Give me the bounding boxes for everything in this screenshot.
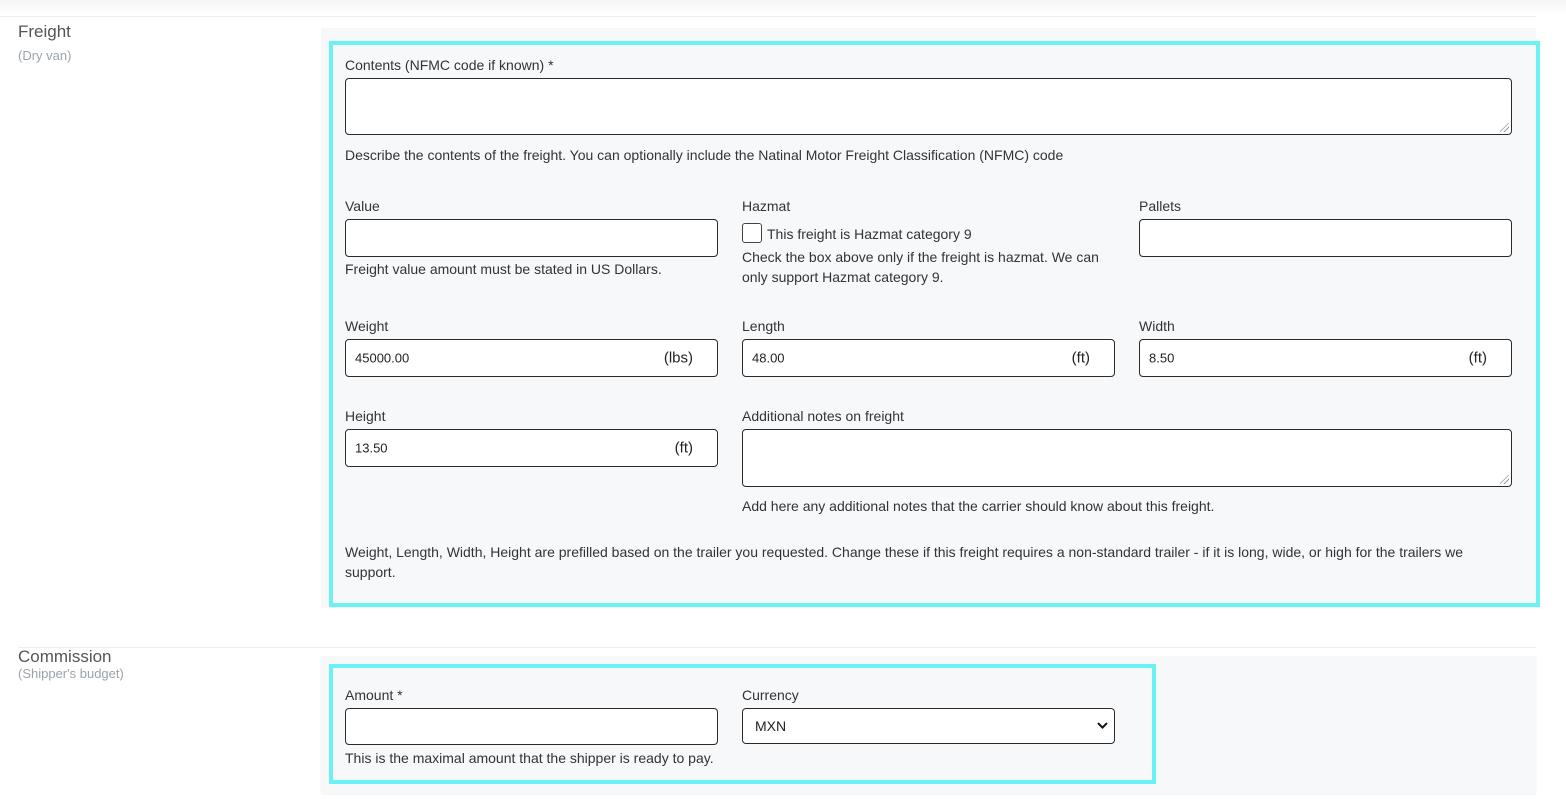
- resize-grip-icon[interactable]: [1500, 123, 1509, 132]
- hazmat-checkbox[interactable]: [742, 223, 762, 243]
- length-input-text: 48.00: [752, 350, 785, 366]
- dimensions-help: Weight, Length, Width, Height are prefilled based on the trailer you requested. Change these if this freight requires a non-standard trailer - if it is long, wide, or high for the trailers we support.: [345, 544, 1464, 580]
- hazmat-checkbox-label[interactable]: This freight is Hazmat category 9: [767, 226, 972, 242]
- notes-textarea[interactable]: [742, 429, 1512, 487]
- freight-section-subtitle: (Dry van): [18, 48, 72, 63]
- section-divider: [18, 647, 1536, 648]
- contents-textarea[interactable]: [345, 78, 1512, 135]
- currency-selected-value: MXN: [755, 718, 787, 734]
- amount-help: This is the maximal amount that the shipper is ready to pay.: [345, 750, 714, 766]
- pallets-input[interactable]: [1139, 219, 1512, 257]
- weight-input[interactable]: [345, 339, 718, 377]
- notes-label: Additional notes on freight: [742, 408, 904, 424]
- commission-section-title: Commission: [18, 647, 112, 666]
- chevron-down-icon: [1097, 722, 1108, 730]
- weight-input-text: 45000.00: [355, 350, 410, 366]
- contents-label: Contents (NFMC code if known) *: [345, 57, 554, 73]
- value-help: Freight value amount must be stated in US Dollars.: [345, 261, 662, 277]
- length-input[interactable]: [742, 339, 1115, 377]
- width-label: Width: [1139, 318, 1175, 334]
- length-label: Length: [742, 318, 785, 334]
- height-label: Height: [345, 408, 386, 424]
- amount-label: Amount *: [345, 687, 403, 703]
- weight-unit: (lbs): [663, 349, 693, 367]
- hazmat-help: Check the box above only if the freight is hazmat. We can only support Hazmat category 9.: [742, 249, 1099, 285]
- weight-label: Weight: [345, 318, 389, 334]
- height-input[interactable]: [345, 429, 718, 467]
- width-unit: (ft): [1468, 349, 1487, 367]
- width-input-text: 8.50: [1149, 350, 1175, 366]
- freight-section-title: Freight: [18, 22, 71, 41]
- pallets-label: Pallets: [1139, 198, 1182, 214]
- commission-section-subtitle: (Shipper's budget): [18, 666, 124, 681]
- value-input[interactable]: [345, 219, 718, 257]
- width-input[interactable]: [1139, 339, 1512, 377]
- currency-label: Currency: [742, 687, 799, 703]
- hazmat-label: Hazmat: [742, 198, 791, 214]
- height-unit: (ft): [674, 439, 693, 457]
- top-divider: [0, 0, 1566, 16]
- currency-select[interactable]: [742, 708, 1115, 744]
- amount-input[interactable]: [345, 708, 718, 745]
- length-unit: (ft): [1071, 349, 1090, 367]
- notes-help: Add here any additional notes that the carrier should know about this freight.: [742, 498, 1215, 514]
- height-input-text: 13.50: [355, 440, 388, 456]
- value-label: Value: [345, 198, 380, 214]
- resize-grip-icon[interactable]: [1500, 475, 1509, 484]
- contents-help: Describe the contents of the freight. You can optionally include the Natinal Motor Freight Classification (NFMC) code: [345, 147, 1064, 163]
